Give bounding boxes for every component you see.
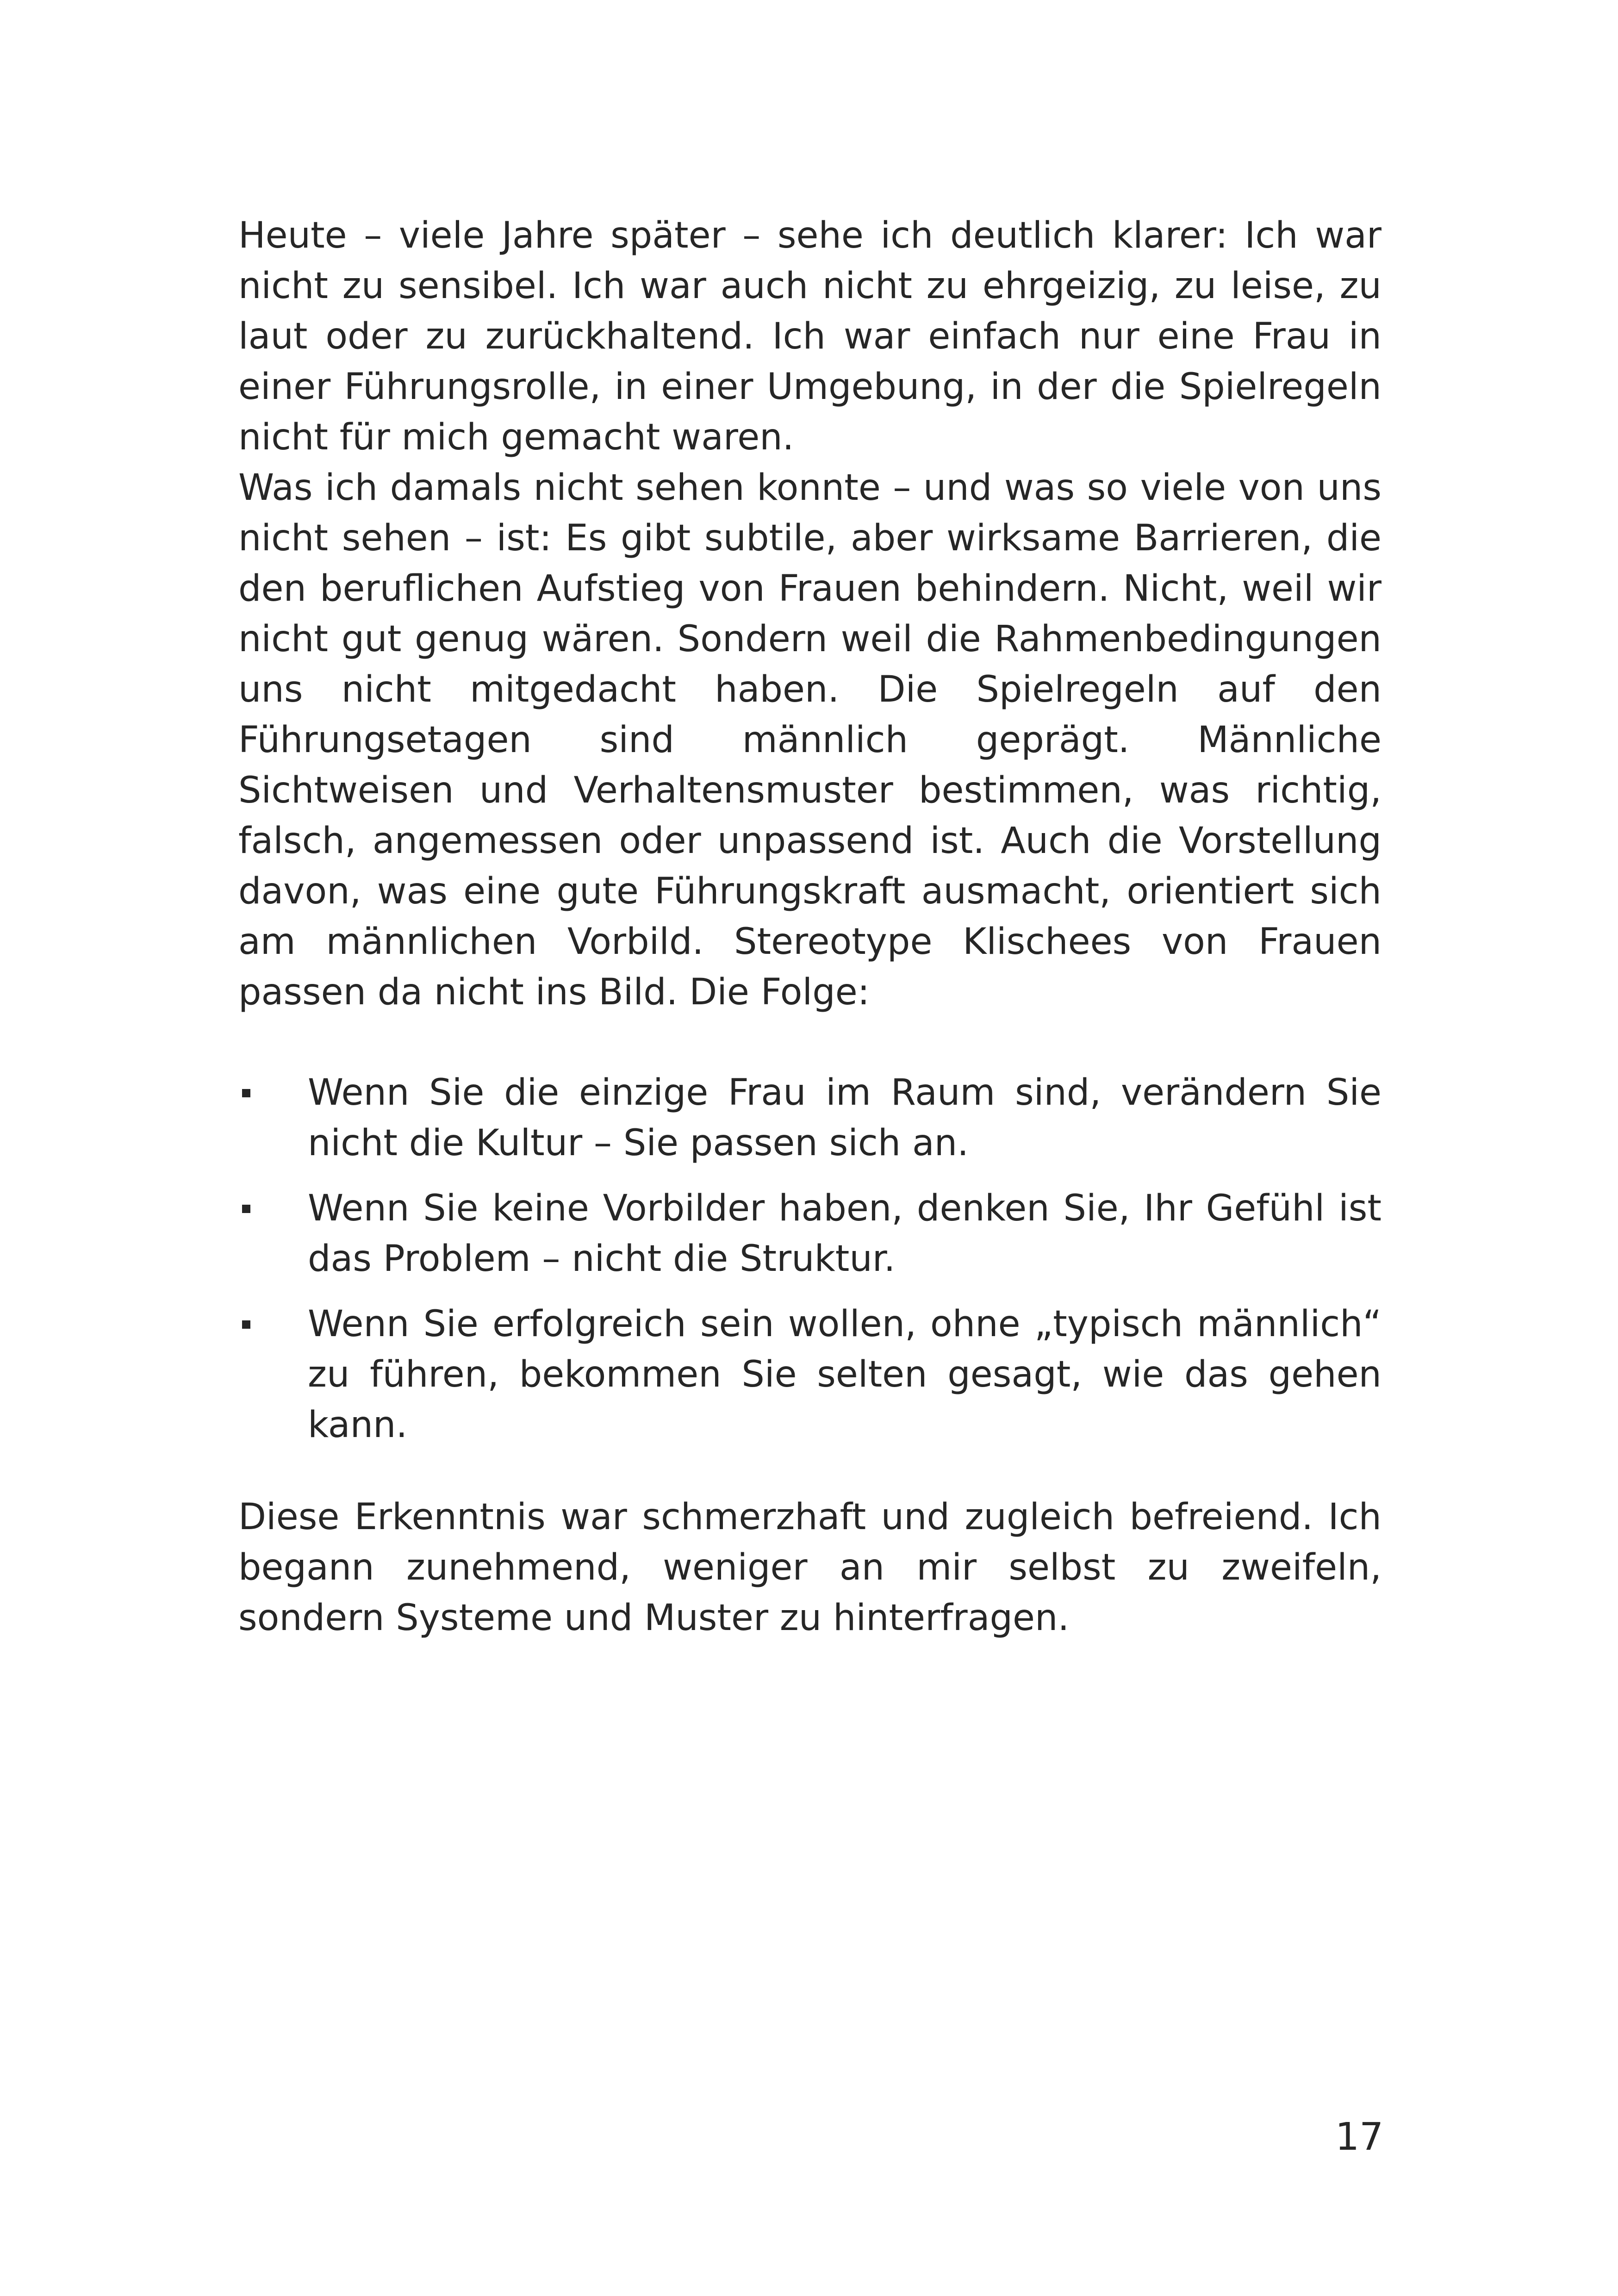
square-bullet-icon: [242, 1320, 250, 1329]
list-item: [238, 1183, 1382, 1284]
list-item-text: Wenn Sie erfolgreich sein wollen, ohne „typisch männlich“ zu führen, bekommen Sie selten gesagt, wie das gehen kann.: [308, 1303, 1382, 1446]
square-bullet-icon: [242, 1205, 250, 1213]
page-content: [238, 211, 1382, 1643]
list-item: [238, 1299, 1382, 1450]
consequence-list: [238, 1068, 1382, 1450]
paragraph-intro: Heute – viele Jahre später – sehe ich deutlich klarer: Ich war nicht zu sensibel. Ich war auch nicht zu ehrgeizig, zu leise, zu laut oder zu zurückhaltend. Ich war einfach nur eine Frau in einer Führungsrolle, in einer Umgebung, in der die Spielregeln nicht für mich gemacht waren.: [238, 215, 1382, 458]
paragraph-barriers: Was ich damals nicht sehen konnte – und was so viele von uns nicht sehen – ist: Es gibt subtile, aber wirksame Barrieren, die den beruflichen Aufstieg von Frauen behindern. Nicht, weil wir nicht gut genug wären. Sondern weil die Rahmenbedingungen uns nicht mitgedacht haben. Die Spielregeln auf den Führungsetagen sind männlich geprägt. Männliche Sichtweisen und Verhaltensmuster bestimmen, was richtig, falsch, angemessen oder unpassend ist. Auch die Vorstellung davon, was eine gute Führungskraft ausmacht, orientiert sich am männlichen Vorbild. Stereotype Klischees von Frauen passen da nicht ins Bild. Die Folge:: [238, 467, 1382, 1013]
page-number: 17: [1335, 2115, 1384, 2159]
paragraph-conclusion: Diese Erkenntnis war schmerzhaft und zugleich befreiend. Ich begann zunehmend, weniger an mir selbst zu zweifeln, sondern Systeme und Muster zu hinterfragen.: [238, 1496, 1382, 1639]
square-bullet-icon: [242, 1089, 250, 1097]
list-item-text: Wenn Sie die einzige Frau im Raum sind, verändern Sie nicht die Kultur – Sie passen sich an.: [308, 1072, 1382, 1164]
list-item: [238, 1068, 1382, 1169]
list-item-text: Wenn Sie keine Vorbilder haben, denken Sie, Ihr Gefühl ist das Problem – nicht die Struktur.: [308, 1188, 1382, 1280]
